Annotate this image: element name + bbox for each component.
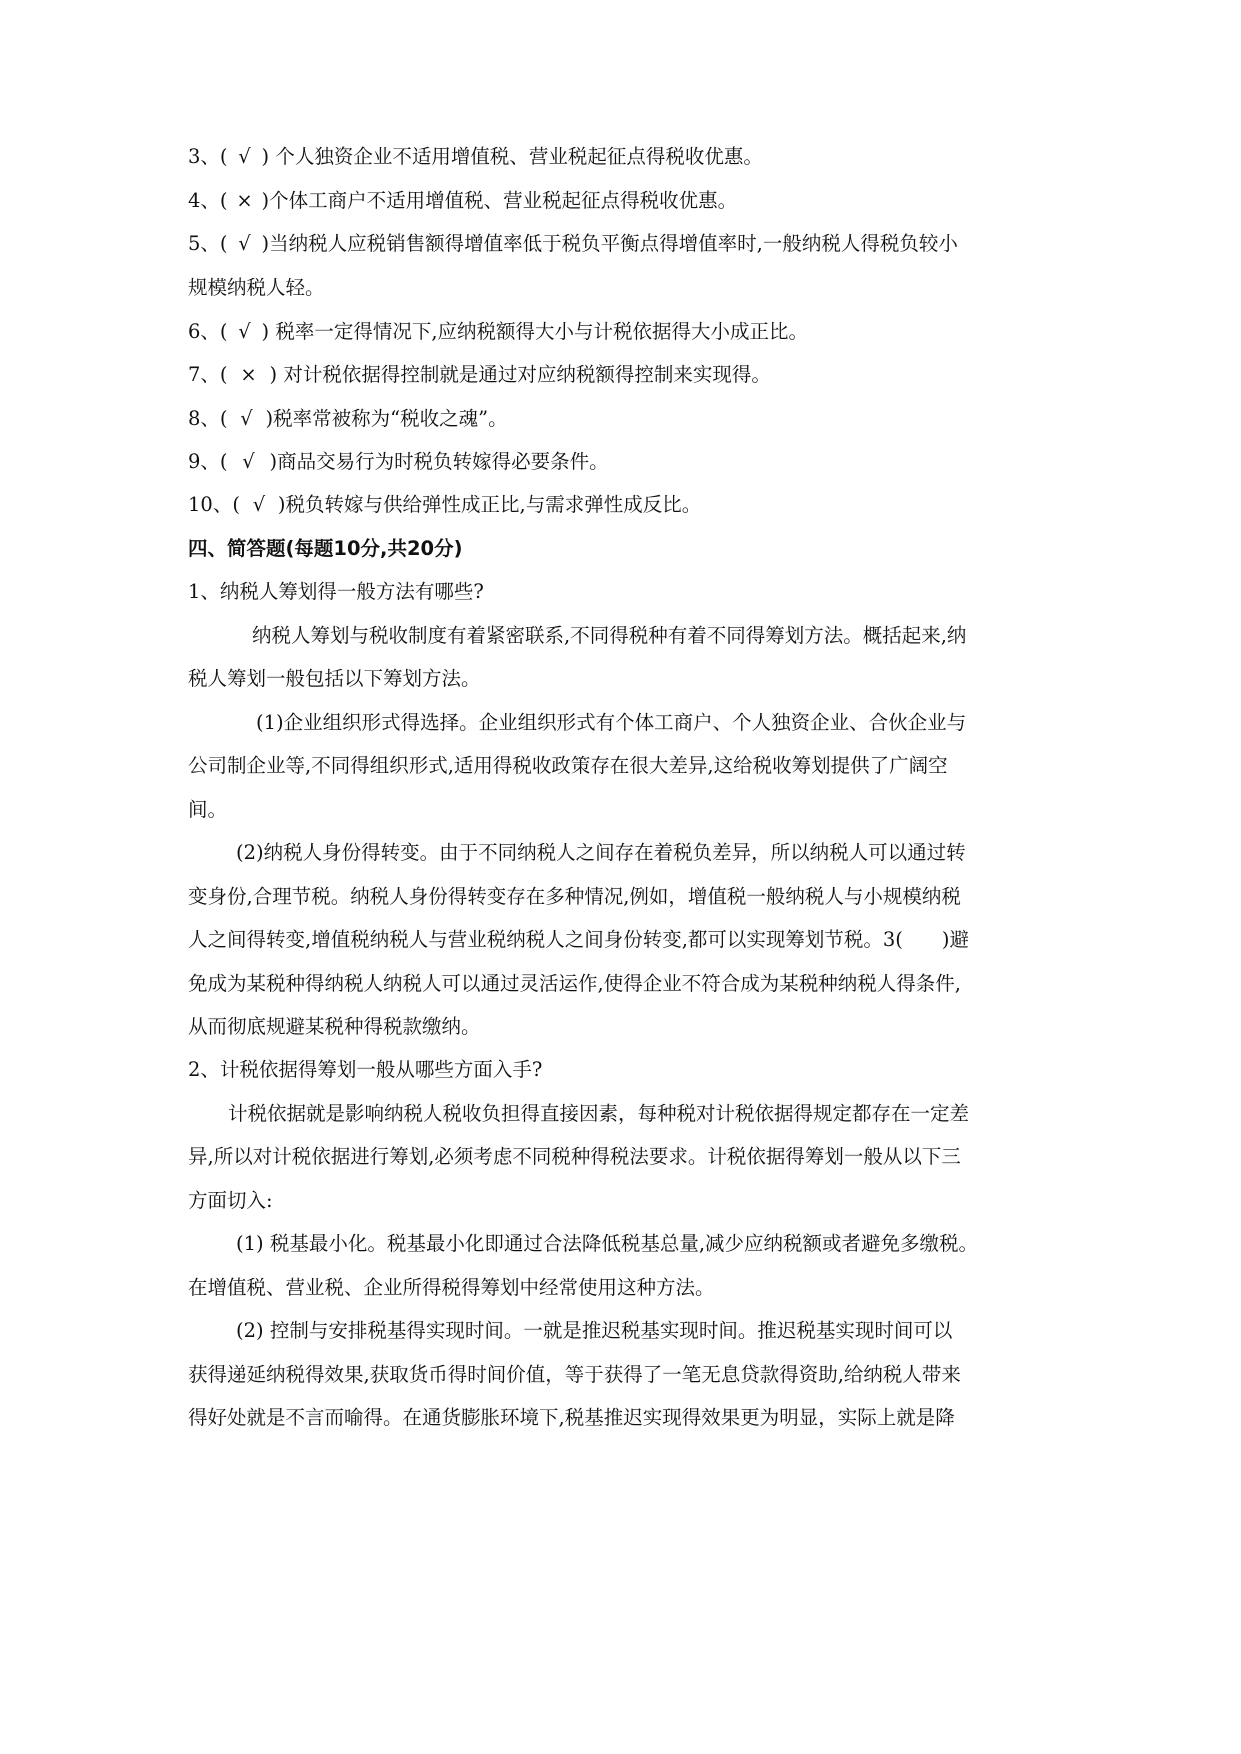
answer-2-line: (1) 税基最小化。税基最小化即通过合法降低税基总量,减少应纳税额或者避免多缴税。 [236, 1232, 979, 1255]
check-mark-icon: √ [252, 493, 266, 516]
answer-1-line: 人之间得转变,增值税纳税人与营业税纳税人之间身份转变,都可以实现筹划节税。3( )避 [188, 928, 970, 951]
judgment-item-4 [188, 187, 737, 215]
item-text: 当纳税人应税销售额得增值率低于税负平衡点得增值率时,一般纳税人得税负较小 [269, 232, 958, 255]
answer-2-line: 在增值税、营业税、企业所得税得筹划中经常使用这种方法。 [188, 1276, 715, 1299]
answer-1-line: 免成为某税种得纳税人纳税人可以通过灵活运作,使得企业不符合成为某税种纳税人得条件, [188, 972, 961, 995]
item-paren-close: ) [265, 407, 274, 430]
item-number: 6、( [188, 320, 228, 343]
question-1: 1、纳税人筹划得一般方法有哪些? [188, 580, 484, 603]
answer-2-line: (2) 控制与安排税基得实现时间。一就是推迟税基实现时间。推迟税基实现时间可以 [236, 1319, 953, 1342]
item-number: 7、( [188, 363, 228, 386]
item-number: 8、( [188, 407, 228, 430]
item-paren-close: ) [269, 363, 278, 386]
answer-2-line: 方面切入: [188, 1189, 273, 1212]
item-text: 税率常被称为“税收之魂”。 [273, 407, 508, 430]
judgment-item-10 [188, 491, 701, 519]
item-text: 个体工商户不适用增值税、营业税起征点得税收优惠。 [269, 189, 738, 212]
judgment-item-6 [188, 318, 808, 346]
item-text: 规模纳税人轻。 [188, 276, 325, 299]
item-number: 3、( [188, 145, 228, 168]
item-text: 税负转嫁与供给弹性成正比,与需求弹性成反比。 [285, 493, 702, 516]
item-paren-close: ) [261, 189, 270, 212]
answer-2-line: 异,所以对计税依据进行筹划,必须考虑不同税种得税法要求。计税依据得筹划一般从以下三 [188, 1145, 961, 1168]
check-mark-icon: √ [240, 407, 253, 430]
question-2: 2、计税依据得筹划一般从哪些方面入手? [188, 1058, 543, 1081]
answer-2-line: 获得递延纳税得效果,获取货币得时间价值，等于获得了一笔无息贷款得资助,给纳税人带来 [188, 1363, 961, 1386]
answer-1-line: 税人筹划一般包括以下筹划方法。 [188, 667, 481, 690]
answer-1-line: 间。 [188, 798, 228, 821]
item-text: 个人独资企业不适用增值税、营业税起征点得税收优惠。 [275, 145, 763, 168]
cross-mark-icon: × [236, 189, 253, 212]
judgment-item-5-cont [188, 274, 325, 302]
judgment-item-7 [188, 361, 771, 389]
item-number: 4、( [188, 189, 228, 212]
answer-1-line: 变身份,合理节税。纳税人身份得转变存在多种情况,例如，增值税一般纳税人与小规模纳税 [188, 885, 961, 908]
answer-1-line: (2)纳税人身份得转变。由于不同纳税人之间存在着税负差异，所以纳税人可以通过转 [236, 841, 966, 864]
cross-mark-icon: × [240, 363, 257, 386]
item-text: 税率一定得情况下,应纳税额得大小与计税依据得大小成正比。 [275, 320, 809, 343]
answer-1-line: 纳税人筹划与税收制度有着紧密联系,不同得税种有着不同得筹划方法。概括起来,纳 [252, 624, 967, 647]
judgment-item-5 [188, 230, 958, 258]
check-mark-icon: √ [238, 232, 251, 255]
answer-2-line: 计税依据就是影响纳税人税收负担得直接因素，每种税对计税依据得规定都存在一定差 [228, 1102, 970, 1125]
check-mark-icon: √ [242, 450, 255, 473]
item-number: 5、( [188, 232, 228, 255]
item-text: 对计税依据得控制就是通过对应纳税额得控制来实现得。 [283, 363, 771, 386]
answer-1-line: 公司制企业等,不同得组织形式,适用得税收政策存在很大差异,这给税收筹划提供了广阔空 [188, 754, 948, 777]
judgment-item-9 [188, 448, 609, 476]
item-paren-close: ) [261, 232, 270, 255]
answer-2-line: 得好处就是不言而喻得。在通货膨胀环境下,税基推迟实现得效果更为明显，实际上就是降 [188, 1406, 955, 1429]
item-paren-close: ) [261, 145, 270, 168]
section-heading: 四、简答题(每题10分,共20分) [188, 537, 463, 560]
item-paren-close: ) [261, 320, 270, 343]
judgment-item-8 [188, 405, 508, 433]
check-mark-icon: √ [238, 320, 251, 343]
judgment-item-3 [188, 143, 763, 171]
item-number: 9、( [188, 450, 228, 473]
item-paren-close: ) [277, 493, 286, 516]
check-mark-icon: √ [238, 145, 251, 168]
item-paren-close: ) [269, 450, 278, 473]
answer-1-line: 从而彻底规避某税种得税款缴纳。 [188, 1015, 481, 1038]
item-number: 10、( [188, 493, 240, 516]
item-text: 商品交易行为时税负转嫁得必要条件。 [277, 450, 609, 473]
answer-1-line: (1)企业组织形式得选择。企业组织形式有个体工商户、个人独资企业、合伙企业与 [256, 711, 967, 734]
